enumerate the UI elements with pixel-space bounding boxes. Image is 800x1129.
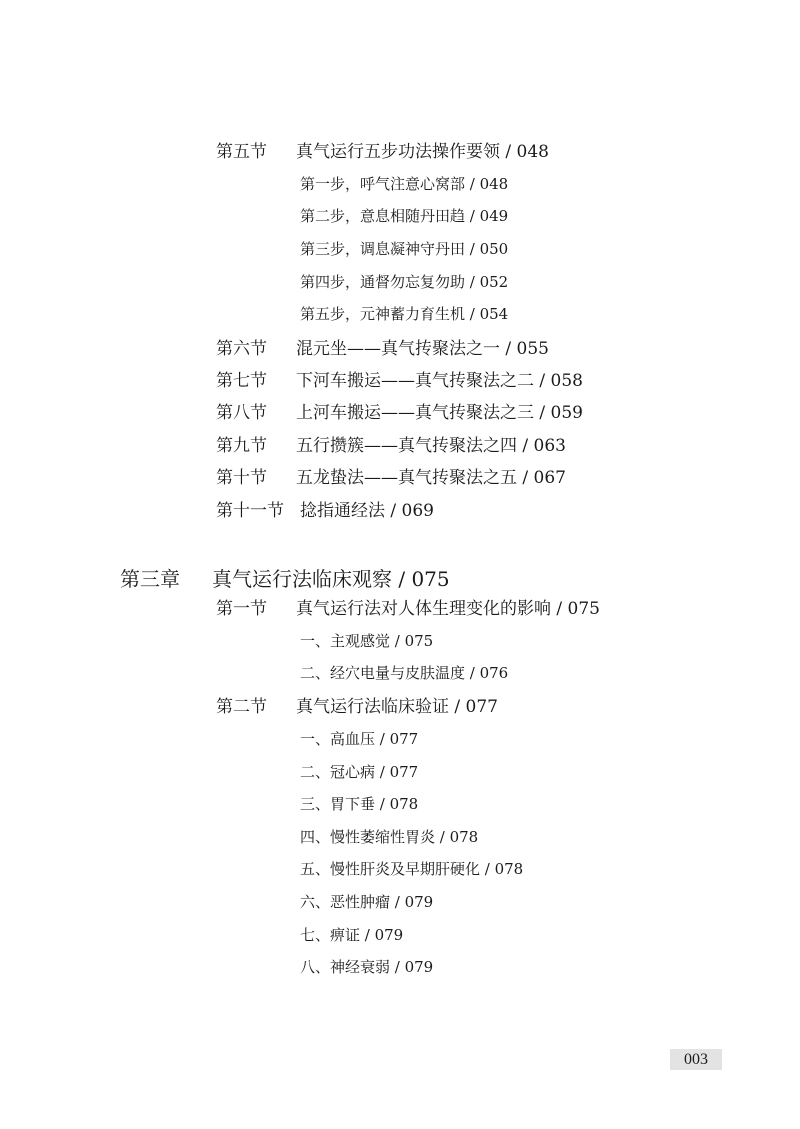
chapter-title: 真气运行法临床观察 / 075 [212, 567, 450, 591]
section-title: 五龙蛰法——真气抟聚法之五 / 067 [296, 468, 566, 488]
toc-item: 六、恶性肿瘤 / 079 [300, 893, 434, 911]
section-label: 第六节 [216, 339, 267, 359]
section-label: 第五节 [216, 142, 267, 162]
toc-item: 二、冠心病 / 077 [300, 763, 419, 781]
section-title: 真气运行法临床验证 / 077 [296, 697, 498, 717]
toc-item: 五、慢性肝炎及早期肝硬化 / 078 [300, 860, 524, 878]
toc-item: 八、神经衰弱 / 079 [300, 958, 434, 976]
page-number: 003 [670, 1049, 722, 1070]
section-title: 五行攒簇——真气抟聚法之四 / 063 [296, 436, 566, 456]
chapter-label: 第三章 [120, 567, 180, 591]
section-title: 真气运行法对人体生理变化的影响 / 075 [296, 599, 600, 619]
toc-item: 第一步，呼气注意心窝部 / 048 [300, 175, 509, 193]
section-label: 第一节 [216, 599, 267, 619]
section-title: 混元坐——真气抟聚法之一 / 055 [296, 339, 549, 359]
section-label: 第八节 [216, 403, 267, 423]
section-label: 第十节 [216, 468, 267, 488]
section-label: 第二节 [216, 697, 267, 717]
toc-item: 第三步，调息凝神守丹田 / 050 [300, 240, 509, 258]
toc-item: 四、慢性萎缩性胃炎 / 078 [300, 828, 479, 846]
section-label: 第七节 [216, 371, 267, 391]
toc-item: 七、痹证 / 079 [300, 926, 404, 944]
section-title: 下河车搬运——真气抟聚法之二 / 058 [296, 371, 583, 391]
toc-item: 第二步，意息相随丹田趋 / 049 [300, 207, 509, 225]
toc-item: 第五步，元神蓄力育生机 / 054 [300, 305, 509, 323]
toc-item: 一、主观感觉 / 075 [300, 632, 434, 650]
toc-item: 二、经穴电量与皮肤温度 / 076 [300, 664, 509, 682]
toc-item: 第四步，通督勿忘复勿助 / 052 [300, 273, 509, 291]
section-title: 上河车搬运——真气抟聚法之三 / 059 [296, 403, 583, 423]
section-title: 捻指通经法 / 069 [300, 501, 434, 521]
toc-item: 一、高血压 / 077 [300, 730, 419, 748]
section-title: 真气运行五步功法操作要领 / 048 [296, 142, 549, 162]
section-label: 第十一节 [216, 501, 284, 521]
toc-item: 三、胃下垂 / 078 [300, 795, 419, 813]
section-label: 第九节 [216, 436, 267, 456]
